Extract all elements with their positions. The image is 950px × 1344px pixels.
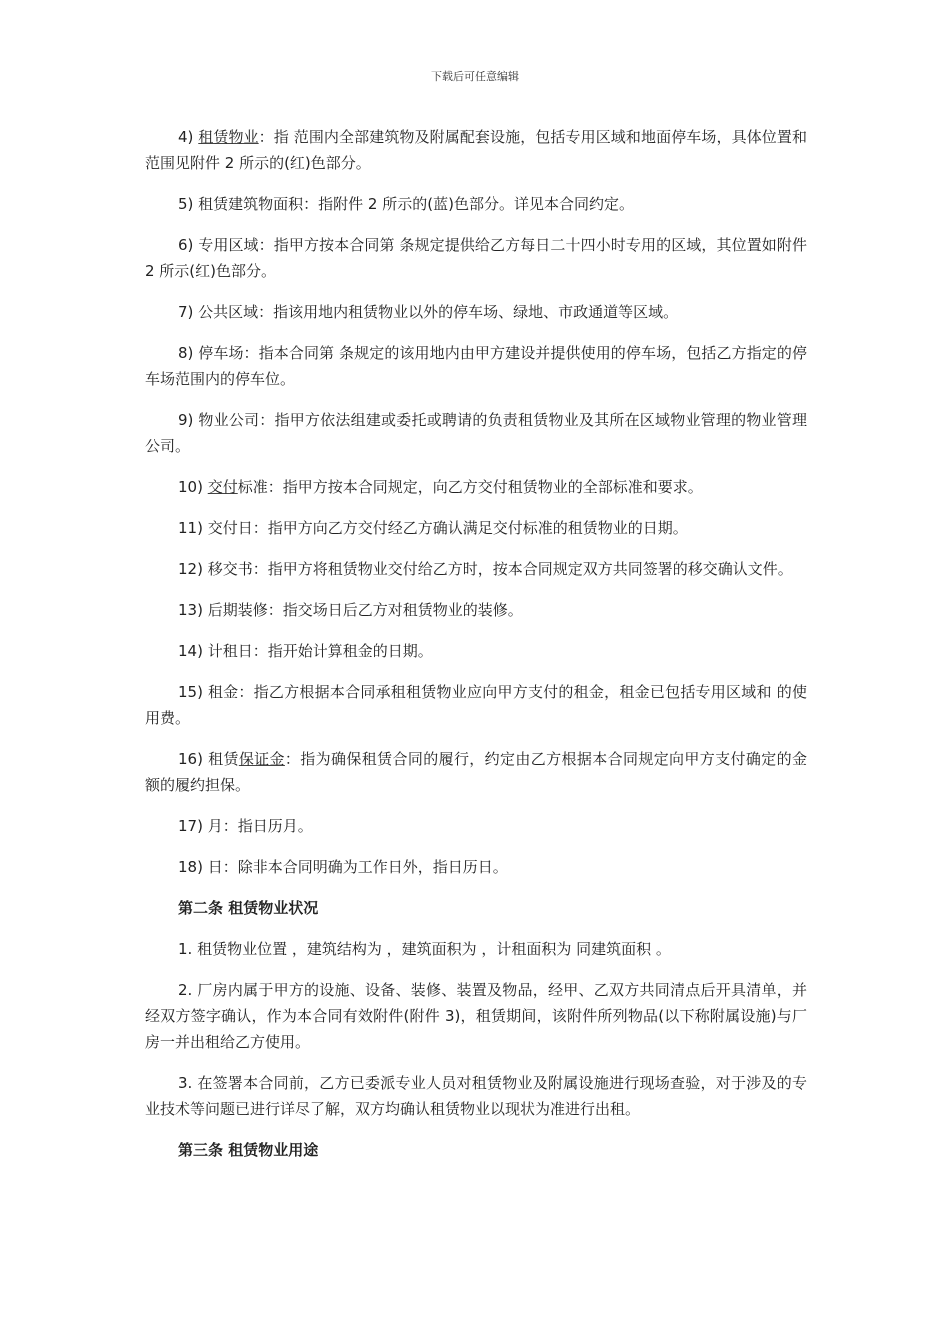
header-note: 下载后可任意编辑 — [431, 70, 519, 83]
definition-18: 18) 日：除非本合同明确为工作日外，指日历日。 — [178, 858, 508, 876]
definition-12: 12) 移交书：指甲方将租赁物业交付给乙方时，按本合同规定双方共同签署的移交确认文件。 — [178, 560, 793, 578]
article-3-heading: 第三条 租赁物业用途 — [178, 1141, 319, 1159]
article-2-heading: 第二条 租赁物业状况 — [178, 899, 319, 917]
definition-11: 11) 交付日：指甲方向乙方交付经乙方确认满足交付标准的租赁物业的日期。 — [178, 519, 688, 537]
definition-9: 9) 物业公司：指甲方依法组建或委托或聘请的负责租赁物业及其所在区域物业管理的物业管理公司。 — [145, 411, 807, 455]
definition-10: 10) 交付标准：指甲方按本合同规定，向乙方交付租赁物业的全部标准和要求。 — [178, 478, 703, 496]
definition-5: 5) 租赁建筑物面积：指附件 2 所示的(蓝)色部分。详见本合同约定。 — [178, 195, 634, 213]
definition-17: 17) 月：指日历月。 — [178, 817, 313, 835]
article-2-clause-3: 3. 在签署本合同前，乙方已委派专业人员对租赁物业及附属设施进行现场查验，对于涉及的专业技术等问题已进行详尽了解，双方均确认租赁物业以现状为准进行出租。 — [145, 1074, 807, 1118]
definition-13: 13) 后期装修：指交场日后乙方对租赁物业的装修。 — [178, 601, 523, 619]
article-2-clause-2: 2. 厂房内属于甲方的设施、设备、装修、装置及物品，经甲、乙双方共同清点后开具清单，并经双方签字确认，作为本合同有效附件(附件 3)，租赁期间，该附件所列物品(以下称附属设施)与厂房一并出租给乙方使用。 — [145, 981, 807, 1051]
underlined-term: 租赁物业 — [198, 128, 259, 146]
definition-4: 4) 租赁物业：指 范围内全部建筑物及附属配套设施，包括专用区域和地面停车场，具体位置和范围见附件 2 所示的(红)色部分。 — [145, 128, 807, 172]
definition-14: 14) 计租日：指开始计算租金的日期。 — [178, 642, 433, 660]
definition-16: 16) 租赁保证金：指为确保租赁合同的履行，约定由乙方根据本合同规定向甲方支付确定的金额的履约担保。 — [145, 750, 807, 794]
document-body — [145, 124, 807, 1178]
definition-7: 7) 公共区域：指该用地内租赁物业以外的停车场、绿地、市政通道等区域。 — [178, 303, 679, 321]
underlined-term: 保证金 — [238, 750, 285, 768]
definition-6: 6) 专用区域：指甲方按本合同第 条规定提供给乙方每日二十四小时专用的区域，其位置如附件 2 所示(红)色部分。 — [145, 236, 807, 280]
underlined-term: 交付 — [207, 478, 238, 496]
definition-8: 8) 停车场：指本合同第 条规定的该用地内由甲方建设并提供使用的停车场，包括乙方指定的停车场范围内的停车位。 — [145, 344, 807, 388]
definition-15: 15) 租金：指乙方根据本合同承租租赁物业应向甲方支付的租金，租金已包括专用区域和 的使用费。 — [145, 683, 807, 727]
article-2-clause-1: 1. 租赁物业位置 ，建筑结构为 ，建筑面积为 ，计租面积为 同建筑面积 。 — [178, 940, 671, 958]
